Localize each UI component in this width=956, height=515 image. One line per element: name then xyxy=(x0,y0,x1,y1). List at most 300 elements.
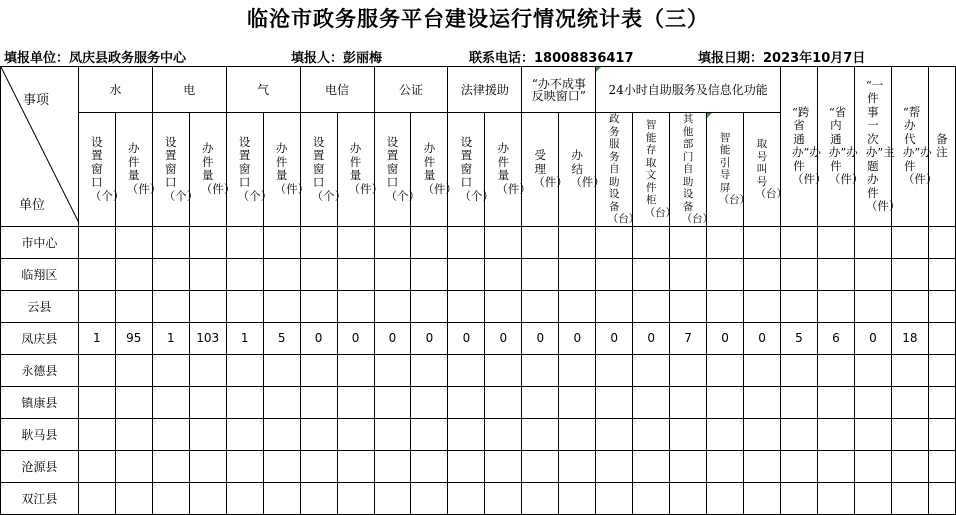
report-unit: 填报单位：凤庆县政务服务中心 xyxy=(4,51,187,66)
table-cell[interactable] xyxy=(633,386,670,418)
group-header-electric: 电 xyxy=(152,67,226,113)
sheet-title: 临沧市政务服务平台建设运行情况统计表（三） xyxy=(247,7,709,31)
table-cell[interactable] xyxy=(115,258,152,290)
table-cell[interactable] xyxy=(891,354,928,386)
table-cell[interactable] xyxy=(928,290,955,322)
table-cell[interactable] xyxy=(596,354,633,386)
table-cell[interactable] xyxy=(374,290,411,322)
corner-header-cell xyxy=(1,67,79,227)
table-row xyxy=(1,258,956,290)
sub-header-legal-window xyxy=(448,113,494,227)
sub-header-notary-volume xyxy=(411,113,457,227)
table-cell[interactable] xyxy=(596,418,633,450)
table-cell[interactable] xyxy=(744,450,781,482)
table-cell[interactable] xyxy=(928,354,955,386)
table-cell[interactable] xyxy=(781,290,818,322)
table-cell[interactable] xyxy=(744,386,781,418)
table-row xyxy=(1,290,956,322)
table-cell[interactable]: 0 xyxy=(633,322,670,354)
table-cell[interactable] xyxy=(115,354,152,386)
sub-label: 办件量（件） xyxy=(200,141,236,196)
table-cell[interactable] xyxy=(559,418,596,450)
table-cell[interactable] xyxy=(707,290,744,322)
table-cell[interactable] xyxy=(670,482,707,514)
group-header-complaint-window xyxy=(522,67,596,113)
sub-header-queue xyxy=(744,113,788,227)
table-cell[interactable] xyxy=(226,258,263,290)
table-cell[interactable] xyxy=(300,258,337,290)
table-cell[interactable] xyxy=(854,290,891,322)
table-cell[interactable] xyxy=(485,386,522,418)
cross-province-label: “跨省通办”办件（件） xyxy=(791,104,827,187)
table-cell[interactable] xyxy=(411,418,448,450)
table-cell[interactable] xyxy=(522,226,559,258)
table-cell[interactable] xyxy=(781,354,818,386)
table-cell[interactable] xyxy=(817,482,854,514)
table-cell[interactable] xyxy=(337,258,374,290)
data-rows xyxy=(1,226,956,514)
table-row xyxy=(1,386,956,418)
table-row xyxy=(1,354,956,386)
table-cell[interactable] xyxy=(411,290,448,322)
table-cell[interactable] xyxy=(189,482,226,514)
table-cell[interactable] xyxy=(559,354,596,386)
table-cell[interactable]: 1 xyxy=(78,322,115,354)
table-cell[interactable] xyxy=(374,482,411,514)
one-thing-label: “一件事一次办”主题办件（件） xyxy=(865,77,901,214)
table-cell[interactable] xyxy=(781,386,818,418)
table-cell[interactable] xyxy=(817,290,854,322)
table-cell[interactable] xyxy=(854,386,891,418)
table-cell[interactable] xyxy=(891,258,928,290)
sub-label: 其他部门自助设备（台） xyxy=(681,113,714,225)
row-unit-name[interactable]: 市中心 xyxy=(1,226,79,258)
table-cell[interactable] xyxy=(115,386,152,418)
table-cell[interactable] xyxy=(928,322,955,354)
statistics-table xyxy=(0,66,956,515)
complaint-window-label: “办不成事反映窗口” xyxy=(531,76,586,103)
sub-header-electric-window xyxy=(152,113,199,227)
sub-header-water-window xyxy=(78,113,125,227)
table-cell[interactable]: 5 xyxy=(263,322,300,354)
sub-label: 受理（件） xyxy=(533,148,568,189)
group-header-legal-aid: 法律援助 xyxy=(448,67,522,113)
table-cell[interactable] xyxy=(448,226,485,258)
sub-label: 智能存取文件柜（台） xyxy=(644,119,677,219)
table-cell[interactable]: 0 xyxy=(596,322,633,354)
contact-phone: 联系电话：18008836417 xyxy=(469,51,634,66)
table-cell[interactable] xyxy=(189,450,226,482)
table-cell[interactable] xyxy=(189,258,226,290)
table-cell[interactable] xyxy=(633,418,670,450)
table-cell[interactable] xyxy=(854,418,891,450)
table-cell[interactable] xyxy=(596,290,633,322)
table-cell[interactable] xyxy=(485,450,522,482)
table-cell[interactable] xyxy=(522,354,559,386)
row-unit-name[interactable]: 临翔区 xyxy=(1,258,79,290)
table-cell[interactable] xyxy=(744,482,781,514)
table-cell[interactable] xyxy=(522,290,559,322)
table-cell[interactable] xyxy=(781,226,818,258)
table-cell[interactable] xyxy=(670,386,707,418)
table-cell[interactable] xyxy=(522,386,559,418)
table-cell[interactable] xyxy=(411,450,448,482)
table-cell[interactable] xyxy=(707,482,744,514)
table-cell[interactable] xyxy=(744,418,781,450)
table-cell[interactable] xyxy=(263,354,300,386)
table-cell[interactable] xyxy=(374,386,411,418)
table-cell[interactable] xyxy=(670,226,707,258)
corner-label-unit: 单位 xyxy=(19,198,46,213)
sub-header-guide-screen xyxy=(707,113,751,227)
table-cell[interactable] xyxy=(300,290,337,322)
sub-header-file-locker xyxy=(633,113,677,227)
table-cell[interactable]: 0 xyxy=(522,322,559,354)
table-cell[interactable] xyxy=(522,482,559,514)
sub-label: 设置窗口（个） xyxy=(237,134,273,203)
table-cell[interactable] xyxy=(781,258,818,290)
table-cell[interactable] xyxy=(300,386,337,418)
table-row xyxy=(1,418,956,450)
table-cell[interactable] xyxy=(670,290,707,322)
table-cell[interactable] xyxy=(891,418,928,450)
row-unit-name[interactable]: 云县 xyxy=(1,290,79,322)
table-cell[interactable] xyxy=(744,258,781,290)
table-cell[interactable]: 18 xyxy=(891,322,928,354)
table-cell[interactable] xyxy=(633,450,670,482)
table-cell[interactable] xyxy=(559,450,596,482)
table-cell[interactable] xyxy=(411,258,448,290)
table-cell[interactable] xyxy=(854,354,891,386)
table-cell[interactable] xyxy=(817,354,854,386)
table-cell[interactable] xyxy=(300,418,337,450)
table-cell[interactable] xyxy=(744,354,781,386)
table-cell[interactable]: 0 xyxy=(854,322,891,354)
table-cell[interactable]: 5 xyxy=(781,322,818,354)
table-cell[interactable] xyxy=(670,418,707,450)
sub-label: 设置窗口（个） xyxy=(385,134,420,203)
table-row xyxy=(1,322,956,354)
table-cell[interactable]: 1 xyxy=(152,322,189,354)
table-cell[interactable] xyxy=(854,226,891,258)
reporter: 填报人：彭丽梅 xyxy=(291,51,383,66)
table-cell[interactable] xyxy=(152,418,189,450)
sub-header-water-volume xyxy=(115,113,162,227)
sub-label: 设置窗口（个） xyxy=(311,134,347,203)
header-cross-province xyxy=(781,67,827,227)
table-cell[interactable] xyxy=(817,386,854,418)
table-cell[interactable] xyxy=(707,418,744,450)
table-cell[interactable] xyxy=(485,418,522,450)
table-cell[interactable] xyxy=(152,258,189,290)
remark-label: 备注 xyxy=(936,131,948,160)
header-one-thing xyxy=(854,67,901,227)
table-cell[interactable] xyxy=(337,290,374,322)
cell-comment-marker xyxy=(596,67,601,72)
table-cell[interactable] xyxy=(189,290,226,322)
table-cell[interactable] xyxy=(115,226,152,258)
table-cell[interactable] xyxy=(448,386,485,418)
table-cell[interactable] xyxy=(670,354,707,386)
table-cell[interactable] xyxy=(448,418,485,450)
table-row xyxy=(1,450,956,482)
table-cell[interactable] xyxy=(374,226,411,258)
table-cell[interactable]: 6 xyxy=(817,322,854,354)
table-cell[interactable] xyxy=(781,418,818,450)
table-cell[interactable]: 95 xyxy=(115,322,152,354)
table-row xyxy=(1,226,956,258)
table-cell[interactable] xyxy=(485,226,522,258)
table-cell[interactable] xyxy=(152,386,189,418)
table-cell[interactable] xyxy=(928,450,955,482)
sub-header-electric-volume xyxy=(189,113,236,227)
table-cell[interactable] xyxy=(226,418,263,450)
table-cell[interactable] xyxy=(854,482,891,514)
row-unit-name[interactable]: 双江县 xyxy=(1,482,79,514)
table-cell[interactable]: 0 xyxy=(448,322,485,354)
table-cell[interactable] xyxy=(891,226,928,258)
in-province-label: “省内通办”办件（件） xyxy=(828,104,864,187)
table-cell[interactable] xyxy=(263,450,300,482)
table-cell[interactable] xyxy=(854,450,891,482)
table-cell[interactable] xyxy=(78,258,115,290)
table-cell[interactable] xyxy=(744,226,781,258)
table-cell[interactable] xyxy=(226,354,263,386)
group-header-notary: 公证 xyxy=(374,67,448,113)
table-cell[interactable] xyxy=(891,386,928,418)
row-unit-name[interactable]: 凤庆县 xyxy=(1,322,79,354)
table-cell[interactable] xyxy=(78,450,115,482)
table-cell[interactable] xyxy=(115,450,152,482)
table-cell[interactable]: 1 xyxy=(226,322,263,354)
table-cell[interactable] xyxy=(78,290,115,322)
table-cell[interactable] xyxy=(78,386,115,418)
table-cell[interactable] xyxy=(596,482,633,514)
table-cell[interactable] xyxy=(817,418,854,450)
sub-label: 设置窗口（个） xyxy=(459,134,494,203)
table-cell[interactable] xyxy=(485,354,522,386)
table-cell[interactable] xyxy=(707,226,744,258)
table-cell[interactable] xyxy=(928,386,955,418)
table-cell[interactable] xyxy=(448,450,485,482)
table-cell[interactable] xyxy=(337,418,374,450)
table-cell[interactable] xyxy=(559,290,596,322)
table-cell[interactable] xyxy=(263,226,300,258)
table-cell[interactable] xyxy=(707,450,744,482)
table-cell[interactable] xyxy=(817,450,854,482)
sub-label: 办件量（件） xyxy=(274,141,310,196)
table-cell[interactable] xyxy=(374,258,411,290)
table-cell[interactable] xyxy=(152,290,189,322)
table-cell[interactable] xyxy=(374,354,411,386)
table-cell[interactable] xyxy=(152,450,189,482)
report-date: 填报日期：2023年10月7日 xyxy=(698,51,866,66)
table-cell[interactable] xyxy=(226,482,263,514)
sub-label: 政务服务自助设备（台） xyxy=(607,113,640,225)
table-cell[interactable] xyxy=(559,258,596,290)
sub-label: 智能引导屏（台） xyxy=(718,131,751,207)
table-cell[interactable] xyxy=(633,482,670,514)
table-cell[interactable] xyxy=(374,418,411,450)
sub-label: 取号叫号（台） xyxy=(755,138,788,200)
table-cell[interactable] xyxy=(300,482,337,514)
table-cell[interactable] xyxy=(633,290,670,322)
table-cell[interactable]: 0 xyxy=(559,322,596,354)
table-cell[interactable] xyxy=(152,482,189,514)
table-cell[interactable] xyxy=(226,450,263,482)
table-cell[interactable] xyxy=(485,258,522,290)
table-cell[interactable]: 0 xyxy=(707,322,744,354)
table-cell[interactable] xyxy=(744,290,781,322)
table-cell[interactable] xyxy=(300,450,337,482)
table-cell[interactable] xyxy=(485,290,522,322)
table-cell[interactable] xyxy=(891,450,928,482)
table-cell[interactable] xyxy=(633,354,670,386)
table-cell[interactable] xyxy=(78,418,115,450)
sub-header-accept xyxy=(522,113,568,227)
table-cell[interactable] xyxy=(263,258,300,290)
table-cell[interactable] xyxy=(559,482,596,514)
table-cell[interactable] xyxy=(633,226,670,258)
table-cell[interactable] xyxy=(115,290,152,322)
table-cell[interactable] xyxy=(670,258,707,290)
table-cell[interactable] xyxy=(152,354,189,386)
table-cell[interactable] xyxy=(928,482,955,514)
sub-header-telecom-volume xyxy=(337,113,384,227)
corner-label-item: 事项 xyxy=(23,93,50,108)
help-do-label: “帮办代办”办件（件） xyxy=(902,104,938,187)
row-unit-name[interactable]: 沧源县 xyxy=(1,450,79,482)
table-cell[interactable] xyxy=(633,258,670,290)
table-cell[interactable] xyxy=(485,482,522,514)
table-cell[interactable] xyxy=(817,258,854,290)
table-cell[interactable] xyxy=(189,418,226,450)
table-cell[interactable] xyxy=(300,226,337,258)
table-cell[interactable] xyxy=(928,258,955,290)
table-cell[interactable] xyxy=(448,290,485,322)
table-cell[interactable] xyxy=(670,450,707,482)
row-unit-name[interactable]: 镇康县 xyxy=(1,386,79,418)
sub-header-telecom-window xyxy=(300,113,347,227)
sub-header-self-service-device xyxy=(596,113,640,227)
table-cell[interactable] xyxy=(337,386,374,418)
table-cell[interactable] xyxy=(226,226,263,258)
table-cell[interactable] xyxy=(596,386,633,418)
table-cell[interactable] xyxy=(891,290,928,322)
table-cell[interactable] xyxy=(78,482,115,514)
table-cell[interactable] xyxy=(189,354,226,386)
table-row xyxy=(1,482,956,514)
table-cell[interactable] xyxy=(263,386,300,418)
table-cell[interactable] xyxy=(854,258,891,290)
table-cell[interactable] xyxy=(522,258,559,290)
cell-comment-marker xyxy=(707,113,712,118)
table-cell[interactable] xyxy=(78,354,115,386)
table-cell[interactable] xyxy=(411,354,448,386)
table-cell[interactable] xyxy=(559,386,596,418)
sub-label: 设置窗口（个） xyxy=(163,134,199,203)
table-cell[interactable] xyxy=(448,354,485,386)
table-cell[interactable] xyxy=(707,354,744,386)
sub-label: 办件量（件） xyxy=(422,141,457,196)
sub-label: 办件量（件） xyxy=(496,141,531,196)
table-cell[interactable] xyxy=(263,290,300,322)
sub-label: 办件量（件） xyxy=(348,141,384,196)
table-cell[interactable] xyxy=(411,386,448,418)
table-cell[interactable] xyxy=(189,386,226,418)
table-cell[interactable] xyxy=(374,450,411,482)
group-header-water: 水 xyxy=(78,67,152,113)
table-cell[interactable] xyxy=(596,258,633,290)
table-cell[interactable]: 7 xyxy=(670,322,707,354)
table-cell[interactable] xyxy=(596,450,633,482)
table-cell[interactable] xyxy=(115,482,152,514)
table-cell[interactable] xyxy=(189,226,226,258)
table-cell[interactable] xyxy=(263,482,300,514)
table-cell[interactable] xyxy=(596,226,633,258)
group-header-telecom: 电信 xyxy=(300,67,374,113)
table-cell[interactable] xyxy=(928,418,955,450)
table-cell[interactable] xyxy=(448,258,485,290)
table-cell[interactable] xyxy=(781,450,818,482)
table-cell[interactable]: 0 xyxy=(485,322,522,354)
table-cell[interactable] xyxy=(337,354,374,386)
table-cell[interactable] xyxy=(337,226,374,258)
table-cell[interactable]: 0 xyxy=(744,322,781,354)
table-cell[interactable] xyxy=(559,226,596,258)
header-in-province xyxy=(817,67,864,227)
table-cell[interactable]: 0 xyxy=(411,322,448,354)
self-service-label: 24小时自助服务及信息化功能 xyxy=(608,82,768,97)
table-cell[interactable]: 0 xyxy=(300,322,337,354)
table-cell[interactable] xyxy=(263,418,300,450)
table-cell[interactable] xyxy=(522,418,559,450)
table-cell[interactable] xyxy=(411,226,448,258)
table-cell[interactable] xyxy=(226,386,263,418)
table-cell[interactable] xyxy=(300,354,337,386)
table-cell[interactable] xyxy=(891,482,928,514)
table-cell[interactable] xyxy=(78,226,115,258)
table-cell[interactable]: 0 xyxy=(337,322,374,354)
sub-label: 设置窗口（个） xyxy=(89,134,125,203)
table-cell[interactable] xyxy=(411,482,448,514)
header-remark xyxy=(928,67,955,227)
table-cell[interactable] xyxy=(337,450,374,482)
sub-header-gas-volume xyxy=(263,113,310,227)
sub-header-gas-window xyxy=(226,113,273,227)
sub-header-legal-volume xyxy=(485,113,531,227)
sub-label: 办结（件） xyxy=(570,148,605,189)
table-cell[interactable] xyxy=(115,418,152,450)
table-cell[interactable] xyxy=(337,482,374,514)
table-cell[interactable] xyxy=(226,290,263,322)
group-header-gas: 气 xyxy=(226,67,300,113)
table-cell[interactable]: 0 xyxy=(374,322,411,354)
table-cell[interactable] xyxy=(928,226,955,258)
sub-label: 办件量（件） xyxy=(126,141,162,196)
sub-header-done xyxy=(559,113,605,227)
row-unit-name[interactable]: 耿马县 xyxy=(1,418,79,450)
table-cell[interactable] xyxy=(522,450,559,482)
table-cell[interactable] xyxy=(448,482,485,514)
row-unit-name[interactable]: 永德县 xyxy=(1,354,79,386)
table-cell[interactable] xyxy=(707,386,744,418)
table-cell[interactable] xyxy=(781,482,818,514)
table-cell[interactable]: 103 xyxy=(189,322,226,354)
table-cell[interactable] xyxy=(152,226,189,258)
table-cell[interactable] xyxy=(707,258,744,290)
table-cell[interactable] xyxy=(817,226,854,258)
